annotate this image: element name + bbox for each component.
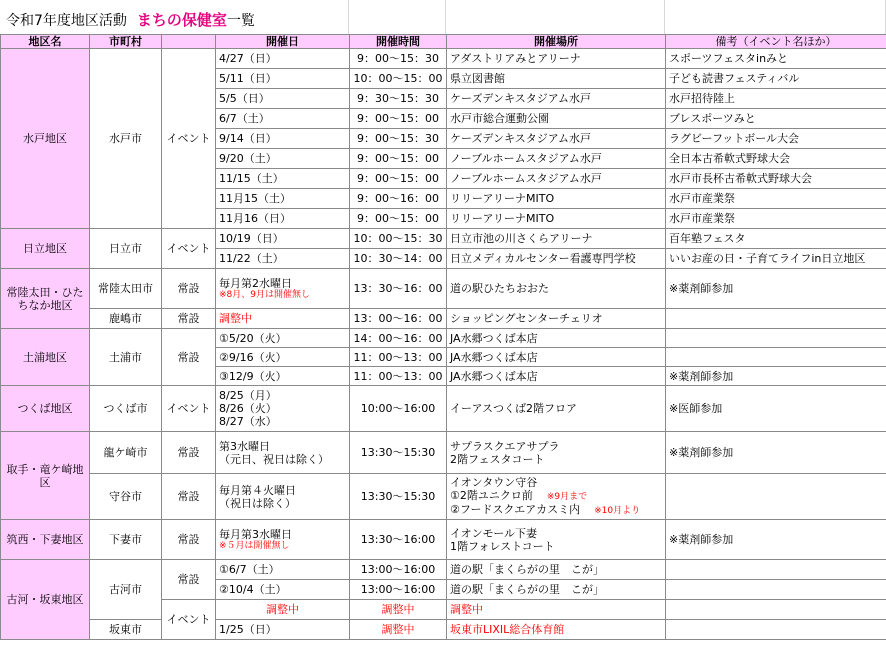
- time-cell: 10：00～15：30: [350, 229, 447, 249]
- place-cell: [447, 474, 666, 520]
- date-cell: 5/5（日）: [216, 89, 350, 109]
- time-cell: 9：30～15：30: [350, 89, 447, 109]
- place-cell: [447, 432, 666, 474]
- place-cell: JA水郷つくば本店: [447, 348, 666, 367]
- table-row: [1, 386, 886, 432]
- note-cell: ※薬剤師参加: [666, 367, 886, 386]
- note-cell: 百年塾フェスタ: [666, 229, 886, 249]
- date-cell: [216, 269, 350, 309]
- date-note: ※５月は開催無し: [219, 540, 290, 551]
- date-cell: [216, 474, 350, 520]
- table-row: [1, 329, 886, 348]
- district-cell: 取手・竜ケ崎地区: [1, 432, 90, 520]
- date-text: 毎月第４火曜日: [219, 483, 296, 497]
- type-cell: 常設: [162, 432, 216, 474]
- time-cell: 10：30～14：00: [350, 249, 447, 269]
- title-row: [0, 0, 886, 34]
- gridline: [348, 0, 349, 34]
- note-cell: [666, 580, 886, 600]
- place-text: イオンモール下妻: [450, 526, 538, 540]
- header-time: 開催時間: [350, 35, 447, 49]
- note-cell: [666, 348, 886, 367]
- header-note: 備考（イベント名ほか）: [666, 35, 886, 49]
- date-line: 8/26（火）: [219, 402, 277, 415]
- date-cell: 調整中: [216, 600, 350, 620]
- note-cell: 水戸招待陸上: [666, 89, 886, 109]
- note-cell: 子ども読書フェスティバル: [666, 69, 886, 89]
- type-cell: 常設: [162, 329, 216, 386]
- city-cell: 鹿嶋市: [90, 309, 162, 329]
- date-text: 毎月第2水曜日: [219, 276, 292, 290]
- time-cell: 13：30～16：00: [350, 269, 447, 309]
- place-text: ①2階ユニクロ前: [450, 489, 533, 502]
- time-cell: 10:00～16:00: [350, 386, 447, 432]
- note-cell: いいお産の日・子育てライフin日立地区: [666, 249, 886, 269]
- place-text: サプラスクエアサプラ: [450, 439, 560, 453]
- time-cell: 9：00～15：30: [350, 129, 447, 149]
- district-cell: 常陸太田・ひたちなか地区: [1, 269, 90, 329]
- header-city: 市町村: [90, 35, 162, 49]
- time-cell: 調整中: [350, 620, 447, 640]
- city-cell: 日立市: [90, 229, 162, 269]
- title-accent: まちの保健室: [136, 11, 227, 29]
- time-cell: 9：00～15：00: [350, 169, 447, 189]
- note-cell: 水戸市産業祭: [666, 209, 886, 229]
- date-cell: ②10/4（土）: [216, 580, 350, 600]
- city-cell: つくば市: [90, 386, 162, 432]
- place-cell: 坂東市LIXIL総合体育館: [447, 620, 666, 640]
- note-cell: ※薬剤師参加: [666, 432, 886, 474]
- place-line: [450, 489, 662, 503]
- title-main: 令和7年度地区活動: [6, 13, 127, 29]
- note-cell: [666, 620, 886, 640]
- table-row: [1, 49, 886, 69]
- date-cell: ②9/16（火）: [216, 348, 350, 367]
- date-text: 毎月第3水曜日: [219, 527, 292, 541]
- district-cell: 日立地区: [1, 229, 90, 269]
- note-cell: [666, 309, 886, 329]
- place-cell: 日立市池の川さくらアリーナ: [447, 229, 666, 249]
- date-cell: 1/25（日）: [216, 620, 350, 640]
- place-cell: ケーズデンキスタジアム水戸: [447, 89, 666, 109]
- place-cell: リリーアリーナMITO: [447, 209, 666, 229]
- page-title: [6, 9, 255, 30]
- header-district: 地区名: [1, 35, 90, 49]
- note-cell: [666, 560, 886, 580]
- place-cell: 調整中: [447, 600, 666, 620]
- table-row: [1, 269, 886, 309]
- date-text: （元日、祝日は除く）: [219, 452, 329, 466]
- time-cell: 9：00～15：00: [350, 209, 447, 229]
- table-row: [1, 432, 886, 474]
- place-text: 1階フォレストコート: [450, 539, 555, 553]
- date-cell: 6/7（土）: [216, 109, 350, 129]
- note-cell: 水戸市長杯古希軟式野球大会: [666, 169, 886, 189]
- place-cell: 道の駅「まくらがの里 こが」: [447, 580, 666, 600]
- note-cell: スポーツフェスタinみと: [666, 49, 886, 69]
- date-cell: 調整中: [216, 309, 350, 329]
- place-cell: [447, 520, 666, 560]
- type-cell: イベント: [162, 600, 216, 640]
- place-note: ※10月より: [594, 506, 641, 516]
- place-cell: 県立図書館: [447, 69, 666, 89]
- time-cell: 9：00～16：00: [350, 189, 447, 209]
- date-cell: 4/27（日）: [216, 49, 350, 69]
- district-cell: 水戸地区: [1, 49, 90, 229]
- time-cell: 10：00～15：00: [350, 69, 447, 89]
- note-cell: ラグビーフットボール大会: [666, 129, 886, 149]
- table-row: [1, 229, 886, 249]
- place-cell: ショッピングセンターチェリオ: [447, 309, 666, 329]
- activity-table: [0, 34, 886, 640]
- place-text: ②フードスクエアカスミ内: [450, 503, 581, 516]
- time-cell: 11：00～13：00: [350, 367, 447, 386]
- table-row: [1, 560, 886, 580]
- place-cell: 日立メディカルセンター看護専門学校: [447, 249, 666, 269]
- date-text: （祝日は除く）: [219, 496, 296, 510]
- date-line: 8/25（月）: [219, 389, 277, 402]
- header-date: 開催日: [216, 35, 350, 49]
- note-cell: 全日本古希軟式野球大会: [666, 149, 886, 169]
- district-cell: 古河・坂東地区: [1, 560, 90, 640]
- time-cell: 9：00～15：30: [350, 49, 447, 69]
- note-cell: [666, 329, 886, 348]
- place-note: ※9月まで: [546, 492, 588, 502]
- date-cell: [216, 386, 350, 432]
- time-cell: 13:00～16:00: [350, 560, 447, 580]
- place-text: 2階フェスタコート: [450, 452, 545, 466]
- time-cell: 11：00～13：00: [350, 348, 447, 367]
- type-cell: 常設: [162, 309, 216, 329]
- title-suffix: 一覧: [226, 13, 255, 29]
- time-cell: 13:30～16:00: [350, 520, 447, 560]
- time-cell: 14：00～16：00: [350, 329, 447, 348]
- date-cell: 10/19（日）: [216, 229, 350, 249]
- date-cell: 5/11（日）: [216, 69, 350, 89]
- note-cell: ブレスポーツみと: [666, 109, 886, 129]
- place-cell: ケーズデンキスタジアム水戸: [447, 129, 666, 149]
- place-cell: リリーアリーナMITO: [447, 189, 666, 209]
- date-cell: 11月16（日）: [216, 209, 350, 229]
- header-type: [162, 35, 216, 49]
- gridline: [445, 0, 446, 34]
- note-cell: ※薬剤師参加: [666, 269, 886, 309]
- type-cell: 常設: [162, 269, 216, 309]
- date-cell: ①5/20（火）: [216, 329, 350, 348]
- table-row: [1, 620, 886, 640]
- gridline: [664, 0, 665, 34]
- place-cell: イーアスつくば2階フロア: [447, 386, 666, 432]
- type-cell: イベント: [162, 49, 216, 229]
- place-cell: JA水郷つくば本店: [447, 367, 666, 386]
- note-cell: ※薬剤師参加: [666, 520, 886, 560]
- type-cell: イベント: [162, 386, 216, 432]
- district-cell: つくば地区: [1, 386, 90, 432]
- time-cell: 9：00～15：00: [350, 109, 447, 129]
- time-cell: 13:30～15:30: [350, 432, 447, 474]
- place-cell: ノーブルホームスタジアム水戸: [447, 149, 666, 169]
- date-cell: [216, 432, 350, 474]
- time-cell: 13:30～15:30: [350, 474, 447, 520]
- time-cell: 13:00～16:00: [350, 580, 447, 600]
- city-cell: 下妻市: [90, 520, 162, 560]
- time-cell: 13：00～16：00: [350, 309, 447, 329]
- date-cell: 11/15（土）: [216, 169, 350, 189]
- place-cell: JA水郷つくば本店: [447, 329, 666, 348]
- date-cell: ①6/7（土）: [216, 560, 350, 580]
- note-cell: [666, 474, 886, 520]
- city-cell: 土浦市: [90, 329, 162, 386]
- date-cell: [216, 520, 350, 560]
- date-text: 第3水曜日: [219, 439, 270, 453]
- note-cell: [666, 600, 886, 620]
- table-row: [1, 309, 886, 329]
- header-row: [1, 35, 886, 49]
- type-cell: 常設: [162, 474, 216, 520]
- note-cell: 水戸市産業祭: [666, 189, 886, 209]
- place-text: イオンタウン守谷: [450, 476, 538, 489]
- place-cell: ノーブルホームスタジアム水戸: [447, 169, 666, 189]
- header-place: 開催場所: [447, 35, 666, 49]
- city-cell: 古河市: [90, 560, 162, 620]
- district-cell: 筑西・下妻地区: [1, 520, 90, 560]
- date-note: ※8月、9月は開催無し: [219, 289, 310, 300]
- type-cell: 常設: [162, 560, 216, 600]
- date-cell: 11/22（土）: [216, 249, 350, 269]
- table-row: [1, 474, 886, 520]
- place-cell: アダストリアみとアリーナ: [447, 49, 666, 69]
- city-cell: 守谷市: [90, 474, 162, 520]
- place-cell: 道の駅「まくらがの里 こが」: [447, 560, 666, 580]
- district-cell: 土浦地区: [1, 329, 90, 386]
- time-cell: 調整中: [350, 600, 447, 620]
- place-cell: 水戸市総合運動公園: [447, 109, 666, 129]
- city-cell: 常陸太田市: [90, 269, 162, 309]
- type-cell: 常設: [162, 520, 216, 560]
- date-cell: 9/20（土）: [216, 149, 350, 169]
- type-cell: イベント: [162, 229, 216, 269]
- date-cell: ③12/9（火）: [216, 367, 350, 386]
- city-cell: 水戸市: [90, 49, 162, 229]
- date-cell: 11月15（土）: [216, 189, 350, 209]
- city-cell: 坂東市: [90, 620, 162, 640]
- place-cell: 道の駅ひたちおおた: [447, 269, 666, 309]
- note-cell: ※医師参加: [666, 386, 886, 432]
- time-cell: 9：00～15：00: [350, 149, 447, 169]
- date-cell: 9/14（日）: [216, 129, 350, 149]
- city-cell: 龍ケ崎市: [90, 432, 162, 474]
- table-row: [1, 520, 886, 560]
- place-line: [450, 503, 662, 517]
- date-line: 8/27（水）: [219, 415, 277, 428]
